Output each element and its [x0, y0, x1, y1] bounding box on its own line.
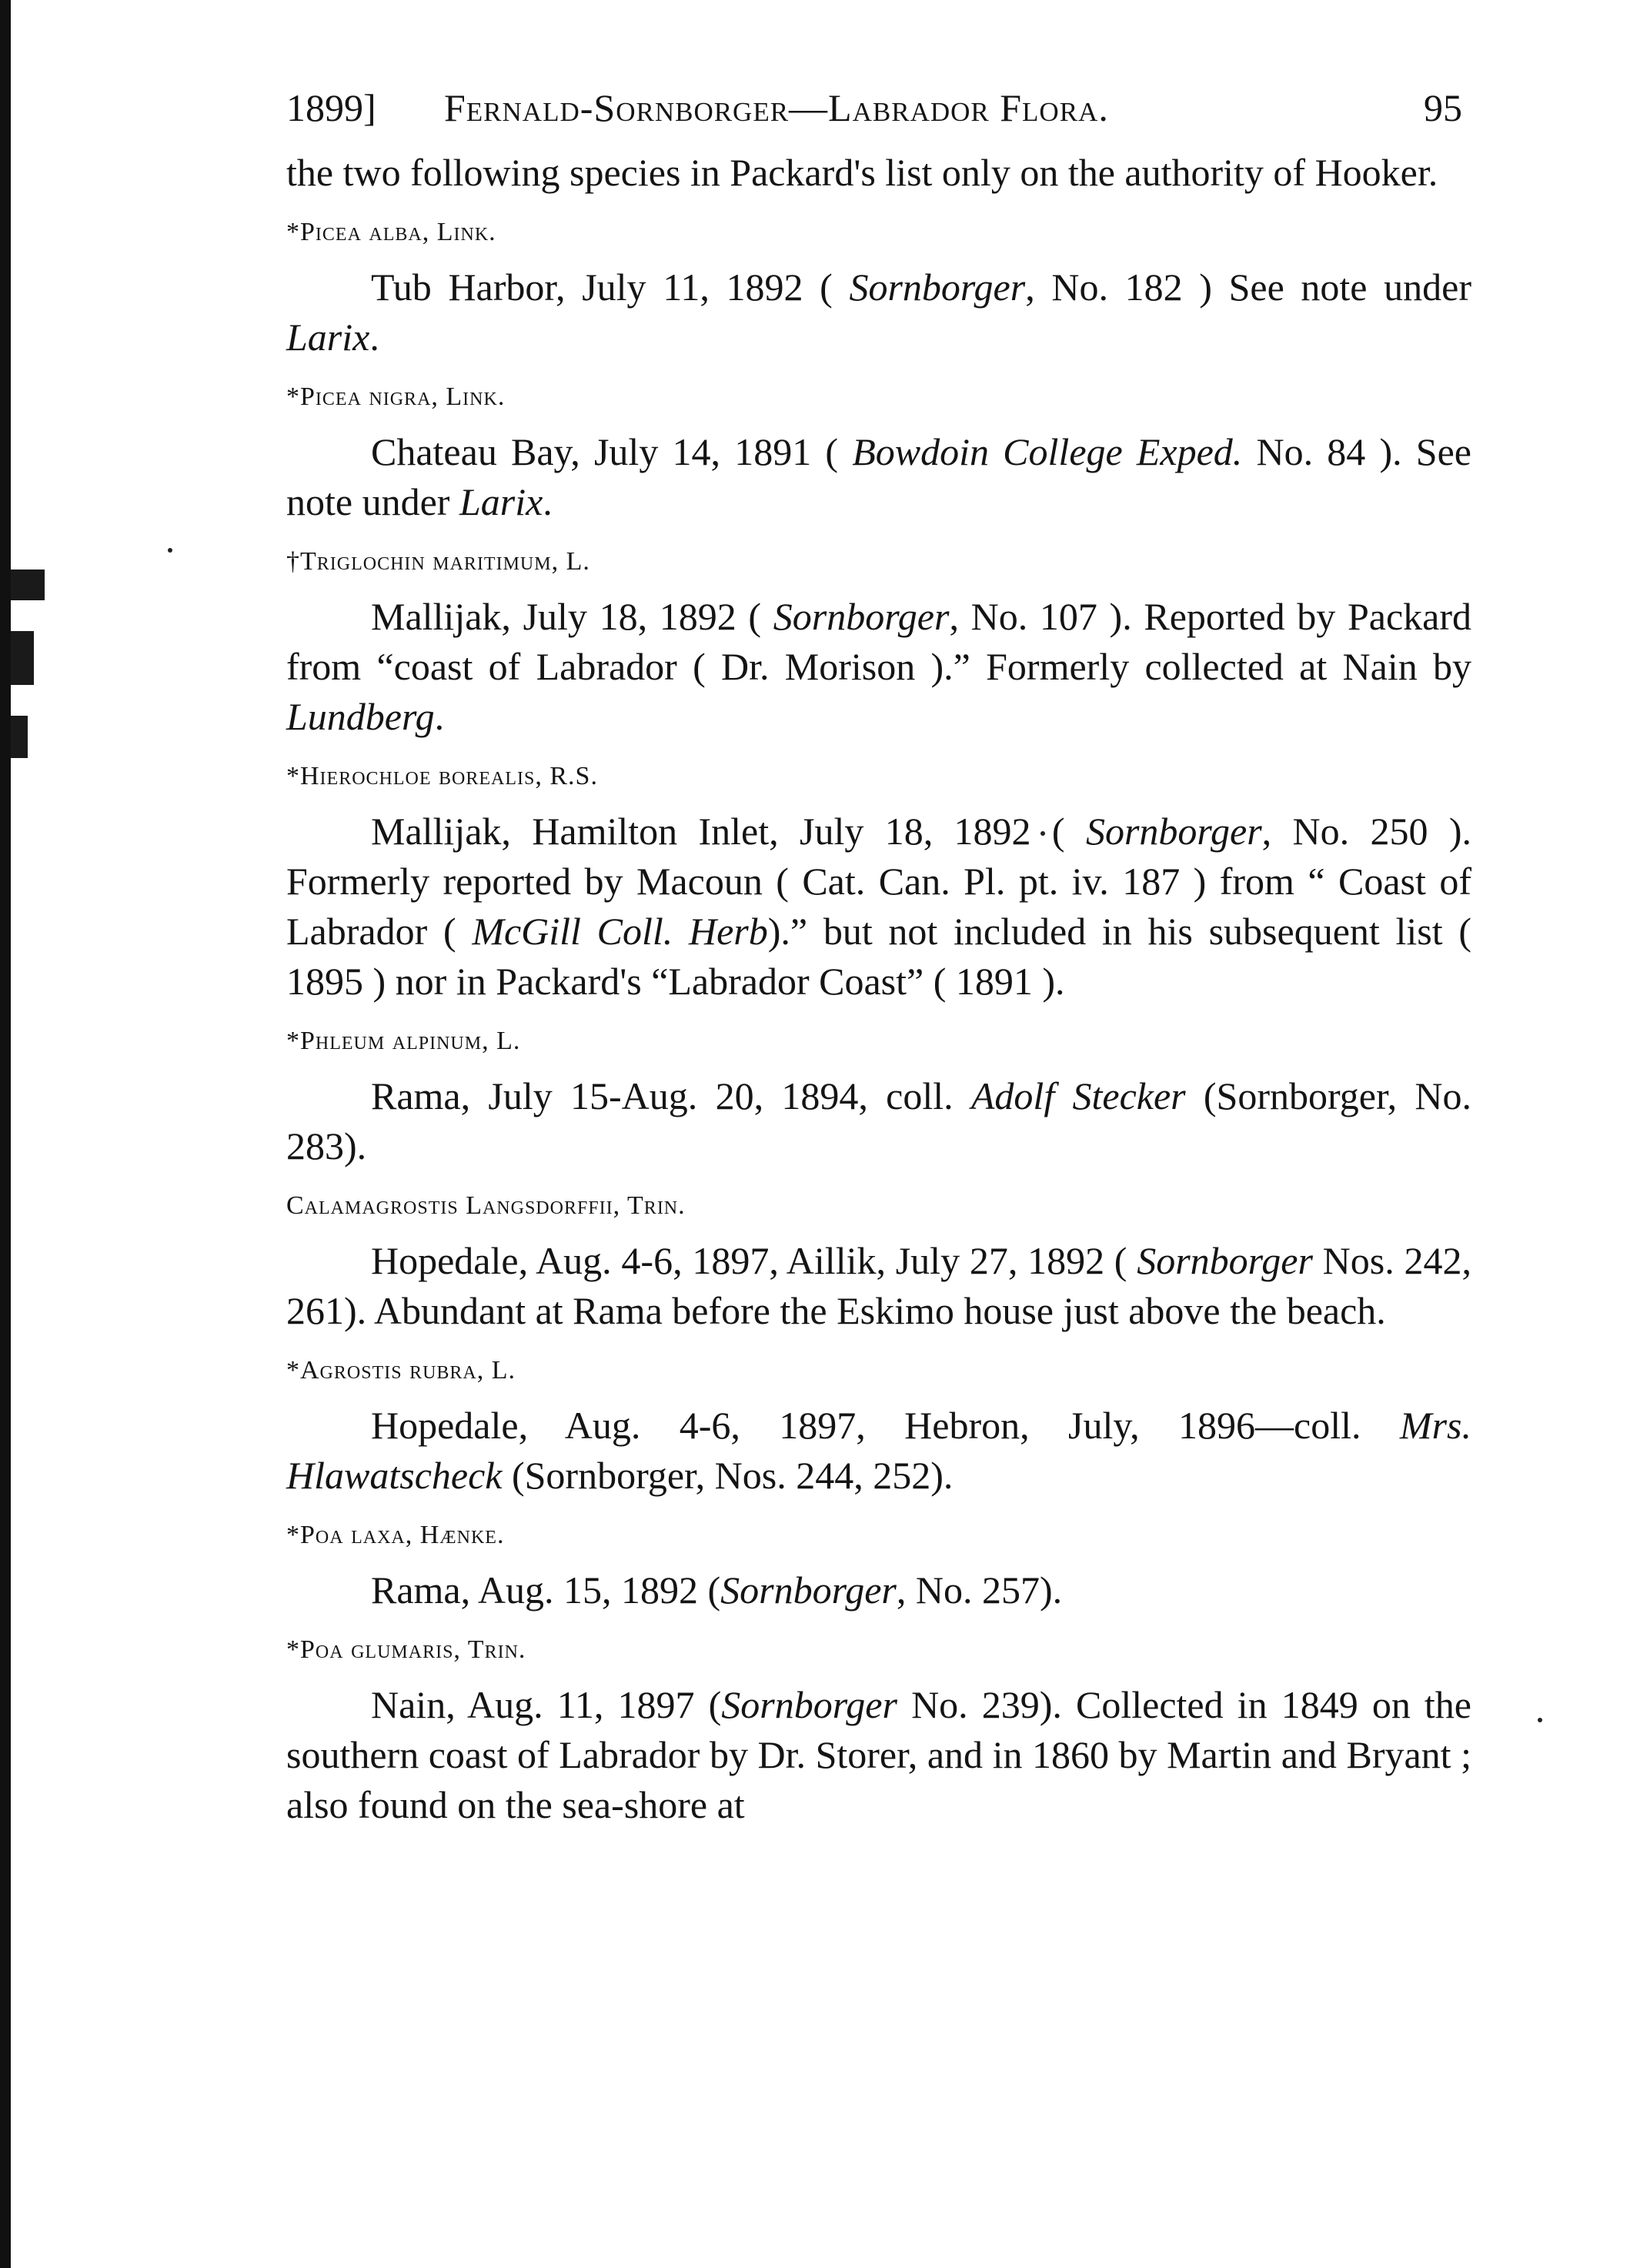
species-description: Tub Harbor, July 11, 1892 ( Sornborger, No. 182 ) See note under Larix.	[286, 266, 1471, 359]
binding-mark	[11, 570, 45, 600]
intro-paragraph	[286, 148, 1471, 198]
species-heading: †Triglochin maritimum, L.	[286, 547, 590, 576]
species-entry	[286, 543, 1471, 742]
ink-speck	[168, 548, 172, 553]
running-head-title: Fernald-Sornborger—Labrador Flora.	[444, 86, 1109, 129]
binding-mark	[11, 631, 34, 685]
species-description: Hopedale, Aug. 4-6, 1897, Aillik, July 27, 1892 ( Sornborger Nos. 242, 261). Abundant at Rama before the Eskimo house just above the beach.	[286, 1239, 1471, 1332]
species-entry	[286, 1187, 1471, 1336]
species-entry	[286, 378, 1471, 527]
species-heading: *Poa glumaris, Trin.	[286, 1635, 526, 1664]
species-description: Mallijak, July 18, 1892 ( Sornborger, No. 107 ). Reported by Packard from “coast of Labrador ( Dr. Morison ).” Formerly collected at Nain by Lundberg.	[286, 595, 1471, 738]
intro-text: the two following species in Packard's list only on the authority of Hooker.	[286, 151, 1438, 194]
ink-speck	[1538, 1718, 1542, 1722]
binding-edge	[0, 0, 11, 2268]
species-heading: *Poa laxa, Hænke.	[286, 1521, 505, 1549]
species-entries	[286, 213, 1471, 1830]
species-description: Rama, July 15-Aug. 20, 1894, coll. Adolf Stecker (Sornborger, No. 283).	[286, 1074, 1471, 1167]
species-entry	[286, 1351, 1471, 1501]
book-page	[286, 77, 1471, 1830]
species-description: Nain, Aug. 11, 1897 (Sornborger No. 239). Collected in 1849 on the southern coast of Labrador by Dr. Storer, and in 1860 by Martin and Bryant ; also found on the sea-shore at	[286, 1683, 1472, 1826]
species-heading: *Picea nigra, Link.	[286, 382, 506, 411]
species-entry	[286, 1022, 1471, 1171]
species-description: Hopedale, Aug. 4-6, 1897, Hebron, July, 1896—coll. Mrs. Hlawatscheck (Sornborger, Nos. 244, 252).	[286, 1404, 1471, 1497]
species-heading: *Phleum alpinum, L.	[286, 1027, 521, 1055]
species-description: Chateau Bay, July 14, 1891 ( Bowdoin College Exped. No. 84 ). See note under Larix.	[286, 430, 1471, 523]
species-description: Rama, Aug. 15, 1892 (Sornborger, No. 257).	[371, 1568, 1063, 1612]
species-heading: Calamagrostis Langsdorffii, Trin.	[286, 1191, 686, 1220]
species-entry	[286, 1631, 1471, 1830]
species-entry	[286, 213, 1471, 362]
running-head	[286, 77, 1471, 139]
species-description: Mallijak, Hamilton Inlet, July 18, 1892 ( Sornborger, No. 250 ). Formerly reported by Macoun ( Cat. Can. Pl. pt. iv. 187 ) from “ Coast of Labrador ( McGill Coll. Herb).” but not included in his subsequent list ( 1895 ) nor in Packard's “Labrador Coast” ( 1891 ).	[286, 810, 1471, 1003]
species-entry	[286, 757, 1471, 1007]
running-head-year: 1899]	[286, 86, 376, 129]
species-heading: *Hierochloe borealis, R.S.	[286, 762, 598, 790]
species-entry	[286, 1516, 1471, 1615]
species-heading: *Agrostis rubra, L.	[286, 1356, 516, 1385]
species-heading: *Picea alba, Link.	[286, 218, 496, 246]
binding-mark	[11, 716, 28, 758]
page-number: 95	[1424, 86, 1462, 129]
